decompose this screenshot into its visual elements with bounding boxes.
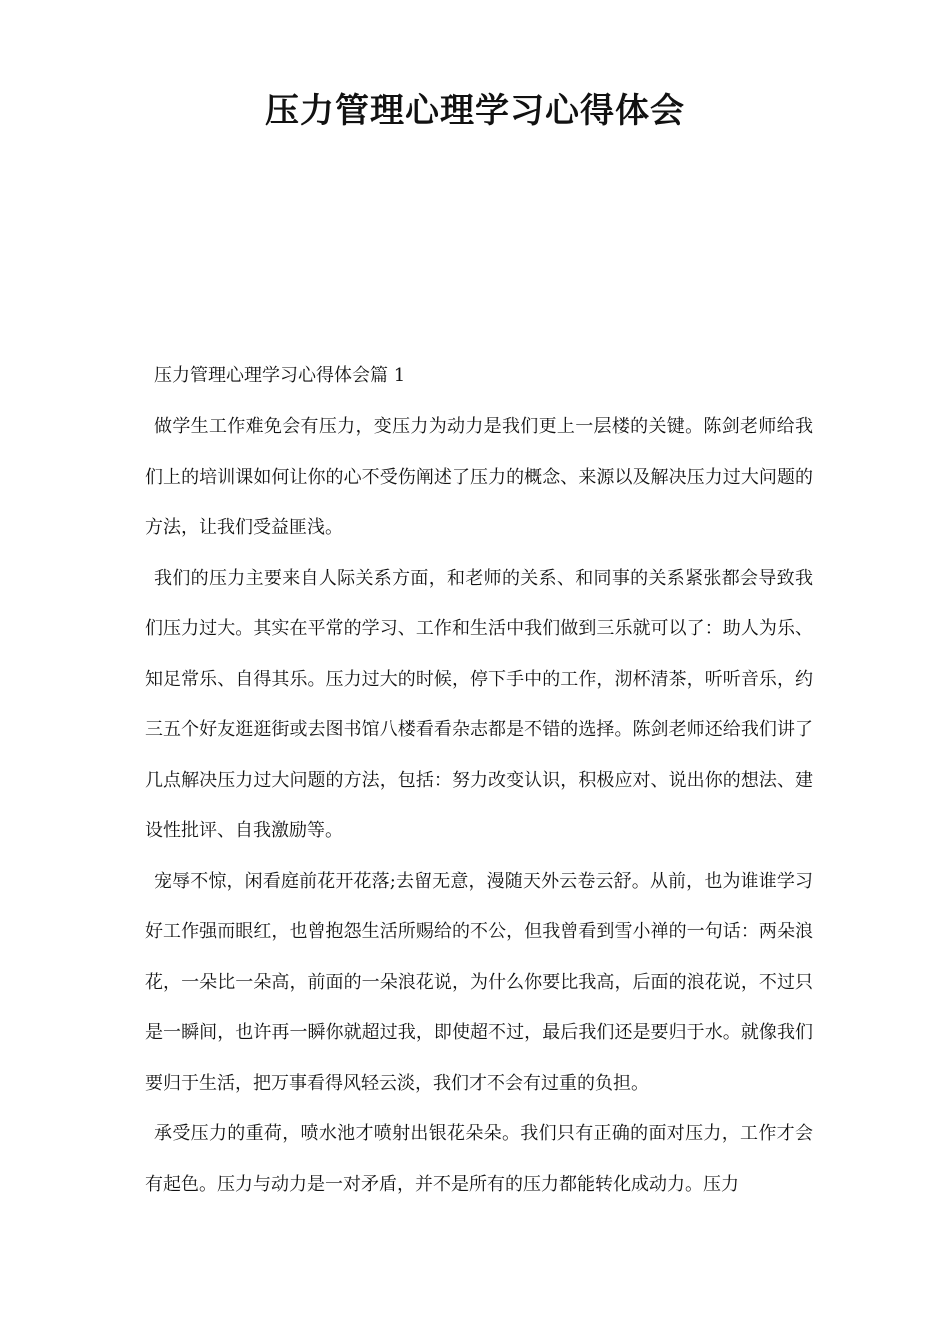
section-heading: 压力管理心理学习心得体会篇 1 [154, 365, 406, 386]
paragraph-1: 做学生工作难免会有压力，变压力为动力是我们更上一层楼的关键。陈剑老师给我们上的培训课如何让你的心不受伤阐述了压力的概念、来源以及解决压力过大问题的方法，让我们受益匪浅。 [145, 416, 813, 538]
paragraph-4: 承受压力的重荷，喷水池才喷射出银花朵朵。我们只有正确的面对压力，工作才会有起色。压力与动力是一对矛盾，并不是所有的压力都能转化成动力。压力 [145, 1123, 813, 1195]
document-title: 压力管理心理学习心得体会 [265, 91, 685, 131]
paragraph-3: 宠辱不惊，闲看庭前花开花落;去留无意，漫随天外云卷云舒。从前，也为谁谁学习好工作强而眼红，也曾抱怨生活所赐给的不公，但我曾看到雪小禅的一句话：两朵浪花，一朵比一朵高，前面的一朵浪花说，为什么你要比我高，后面的浪花说，不过只是一瞬间，也许再一瞬你就超过我，即使超不过，最后我们还是要归于水。就像我们要归于生活，把万事看得风轻云淡，我们才不会有过重的负担。 [145, 870, 813, 1094]
paragraph-2: 我们的压力主要来自人际关系方面，和老师的关系、和同事的关系紧张都会导致我们压力过大。其实在平常的学习、工作和生活中我们做到三乐就可以了：助人为乐、知足常乐、自得其乐。压力过大的时候，停下手中的工作，沏杯清茶，听听音乐，约三五个好友逛逛街或去图书馆八楼看看杂志都是不错的选择。陈剑老师还给我们讲了几点解决压力过大问题的方法，包括：努力改变认识，积极应对、说出你的想法、建设性批评、自我激励等。 [145, 567, 813, 841]
document-body [145, 350, 813, 1210]
